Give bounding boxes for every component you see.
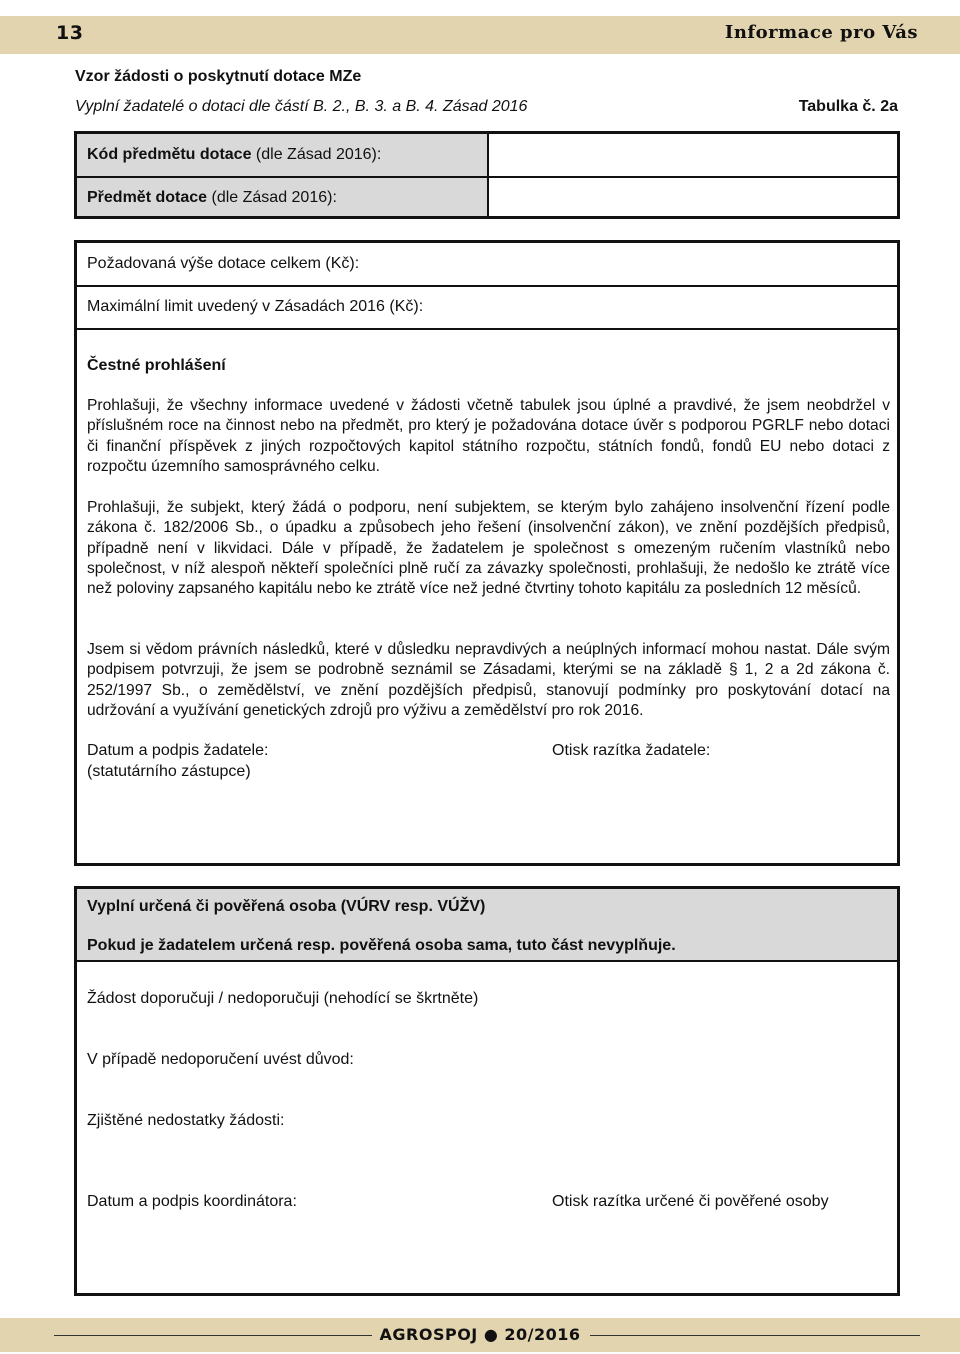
applicant-sign-label: Datum a podpis žadatele: [87,742,269,759]
subject-name-label-rest: (dle Zásad 2016): [207,189,337,206]
declaration-title: Čestné prohlášení [87,357,226,374]
page-number: 13 [56,22,84,44]
footer-brand [0,1325,960,1344]
table-label: Tabulka č. 2a [798,98,898,115]
header-title: Informace pro Vás [724,22,918,43]
deficiencies-label: Zjištěné nedostatky žádosti: [87,1112,285,1129]
subject-name-label-bold: Předmět dotace [87,189,208,206]
rejection-reason-label: V případě nedoporučení uvést důvod: [87,1051,354,1068]
subject-name-label [87,189,337,207]
row-divider [77,328,897,330]
declaration-paragraph-2: Prohlašuji, že subjekt, který žádá o podporu, není subjektem, se kterým bylo zahájeno insolvenční řízení podle zákona č. 182/2006 Sb., o úpadku a způsobech jeho řešení (insolvenční zákon), ve znění pozdějších předpisů, případně není v likvidaci. Dále v případě, že žadatelem je společnost s omezeným ručením vlastníků nebo společnost, v níž alespoň někteří společníci plně ručí za závazky společnosti, prohlašuji, že nedošlo ke ztrátě více než poloviny zapsaného kapitálu nebo ke ztrátě více než jedné čtvrtiny tohoto kapitálu za posledních 12 měsíců. [87,499,890,598]
applicant-sign-sublabel: (statutárního zástupce) [87,763,251,780]
coordinator-stamp-label: Otisk razítka určené či pověřené osoby [552,1193,829,1210]
requested-amount-label: Požadovaná výše dotace celkem (Kč): [87,255,360,272]
subject-code-label [87,146,381,164]
form-subtitle: Vzor žádosti o poskytnutí dotace MZe [75,68,362,85]
subject-code-label-bold: Kód předmětu dotace [87,146,252,163]
max-limit-label: Maximální limit uvedený v Zásadách 2016 (Kč): [87,298,424,315]
row-divider [77,285,897,287]
declaration-paragraph-1: Prohlašuji, že všechny informace uvedené v žádosti včetně tabulek jsou úplné a pravdivé, že jsem neobdržel v příslušném roce na činnost nebo na předmět, pro který je požadována dotace úvěr s podporou PGRLF nebo dotaci či finanční příspěvek z jiných rozpočtových kapitol státního rozpočtu, státních fondů, fondů EU nebo dotaci z rozpočtu územního samosprávného celku. [87,397,890,475]
declaration-paragraph-3: Jsem si vědom právních následků, které v důsledku nepravdivých a neúplných informací mohou nastat. Dále svým podpisem potvrzuji, že jsem se podrobně seznámil se Zásadami, kterými se na základě § 1, 2 a 2d zákona č. 252/1997 Sb., o zemědělství, ve znění pozdějších předpisů, stanovují podmínky pro poskytování dotací na udržování a využívání genetických zdrojů pro výživu a zemědělství pro rok 2016. [87,641,890,719]
applicant-stamp-label: Otisk razítka žadatele: [552,742,711,759]
authority-title: Vyplní určená či pověřená osoba (VÚRV resp. VÚŽV) [87,898,486,915]
subject-code-label-rest: (dle Zásad 2016): [251,146,382,163]
recommendation-label: Žádost doporučuji / nedoporučuji (nehodící se škrtněte) [87,990,479,1007]
authority-note: Pokud je žadatelem určená resp. pověřená osoba sama, tuto část nevyplňuje. [87,937,676,954]
declaration-box [74,240,900,866]
form-instruction: Vyplní žadatelé o dotaci dle částí B. 2., B. 3. a B. 4. Zásad 2016 [75,98,528,115]
footer-text: AGROSPOJ ● 20/2016 [372,1325,589,1344]
authority-box [74,886,900,1296]
subject-name-field[interactable] [491,178,897,216]
subject-code-field[interactable] [491,134,897,174]
coordinator-sign-label: Datum a podpis koordinátora: [87,1193,297,1210]
subject-box [74,131,900,219]
